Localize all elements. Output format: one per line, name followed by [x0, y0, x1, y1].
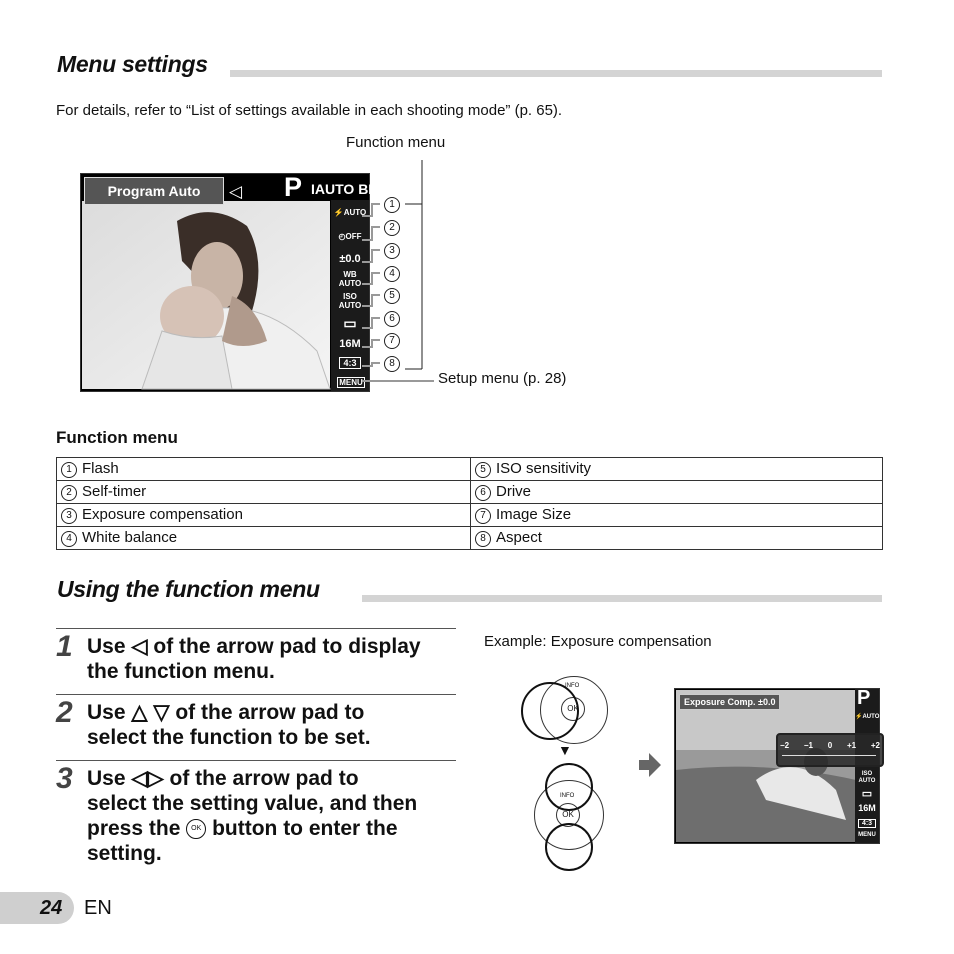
table-cell: 6 Drive [471, 481, 883, 504]
up-down-arrow-icon: △ ▽ [131, 701, 170, 724]
table-cell: 5 ISO sensitivity [471, 458, 883, 481]
iso-icon: ISO AUTO [858, 771, 876, 784]
callout-number-1: 1 [384, 196, 405, 214]
wb-icon: WB AUTO [338, 270, 362, 288]
table-cell: 8 Aspect [471, 527, 883, 550]
scale-tick-label: +2 [870, 741, 880, 750]
step-number: 3 [56, 762, 73, 795]
language-label: EN [84, 897, 112, 919]
mode-letter: P [857, 687, 871, 709]
camera-screen-exposure-comp [674, 688, 880, 844]
step-number: 2 [56, 696, 73, 729]
table-heading: Function menu [56, 428, 178, 447]
callout-number-6: 6 [384, 310, 405, 328]
info-label: INFO [560, 793, 575, 799]
down-triangle-icon: ▼ [558, 742, 572, 758]
scale-tick-label: 0 [827, 741, 833, 750]
callout-number-2: 2 [384, 219, 405, 237]
callout-number-3: 3 [384, 242, 405, 260]
menu-icon: MENU [337, 377, 365, 388]
table-row [57, 458, 883, 481]
table-cell: 4 White balance [57, 527, 471, 550]
step-text: Use ◁▷ of the arrow pad to select the setting value, and then press the OK button to enter the setting. [87, 767, 418, 865]
function-sidebar [331, 200, 369, 391]
scale-tick-label: −1 [803, 741, 813, 750]
step-1 [56, 628, 456, 694]
ok-button-icon: OK [561, 697, 585, 721]
table-cell: 7 Image Size [471, 504, 883, 527]
ok-button-icon: OK [186, 819, 206, 839]
step-3 [56, 760, 456, 870]
menu-icon: MENU [858, 832, 876, 838]
aspect-icon: 4:3 [858, 819, 876, 828]
callout-function-menu: Function menu [346, 134, 446, 151]
table-cell: 3 Exposure compensation [57, 504, 471, 527]
step-divider [56, 760, 456, 761]
page-number-tab [0, 892, 74, 924]
scale-line [782, 755, 876, 756]
mode-letter: P [284, 172, 303, 202]
table-row [57, 504, 883, 527]
step-divider [56, 694, 456, 695]
right-arrow-icon [637, 752, 663, 778]
step-divider [56, 628, 456, 629]
exposure-scale[interactable] [776, 733, 884, 767]
function-menu-table [56, 457, 883, 550]
callout-number-5: 5 [384, 287, 405, 305]
section-title-bar [362, 595, 882, 602]
table-cell: 2 Self-timer [57, 481, 471, 504]
scale-tick-label: +1 [846, 741, 857, 750]
ok-button-icon: OK [556, 803, 580, 827]
scale-tick-label: −2 [780, 741, 790, 750]
left-right-arrow-icon: ◁▷ [131, 767, 164, 790]
step-text: Use ◁ of the arrow pad to display the function menu. [87, 635, 421, 683]
image-size-icon: 16M [858, 803, 876, 813]
image-size-icon: 16M [339, 338, 361, 350]
callout-number-7: 7 [384, 332, 405, 350]
section-title-menu-settings: Menu settings [57, 51, 208, 77]
callout-number-8: 8 [384, 355, 405, 373]
table-cell: 1 Flash [57, 458, 471, 481]
photo-mother-baby [82, 201, 330, 389]
step-number: 1 [56, 630, 73, 663]
flash-icon: ⚡AUTO [333, 208, 367, 217]
drive-icon: ▭ [861, 788, 873, 800]
step-text: Use △ ▽ of the arrow pad to select the function to be set. [87, 701, 371, 749]
arrow-pad-highlight-left [521, 682, 579, 740]
camera-screen-program-auto [80, 172, 392, 392]
intro-text: For details, refer to “List of settings available in each shooting mode” (p. 65). [56, 102, 563, 119]
exposure-comp-label: Exposure Comp. ±0.0 [679, 694, 780, 710]
section-title-using-function-menu: Using the function menu [57, 576, 320, 602]
flash-icon: ⚡AUTO [855, 714, 880, 720]
left-arrow-icon: ◁ [131, 635, 148, 658]
info-label: INFO [565, 683, 580, 689]
top-mode-icons: IAUTO BEAI [311, 181, 392, 197]
mode-label: Program Auto [84, 177, 224, 205]
drive-icon: ▭ [343, 315, 357, 331]
left-arrow-tab-icon: ◁ [229, 182, 243, 201]
example-caption: Example: Exposure compensation [484, 633, 712, 650]
aspect-icon: 4:3 [339, 357, 361, 369]
arrow-pad-highlight-down [545, 823, 593, 871]
iso-icon: ISO AUTO [338, 292, 362, 310]
callout-setup-menu: Setup menu (p. 28) [438, 370, 567, 387]
table-row [57, 481, 883, 504]
callout-number-4: 4 [384, 265, 405, 283]
page-number: 24 [40, 897, 63, 919]
self-timer-icon: ◴OFF [338, 232, 362, 241]
table-row [57, 527, 883, 550]
arrow-pad-highlight-up [545, 763, 593, 811]
exposure-comp-icon: ±0.0 [339, 253, 361, 265]
step-2 [56, 694, 456, 760]
section-title-bar [230, 70, 882, 77]
